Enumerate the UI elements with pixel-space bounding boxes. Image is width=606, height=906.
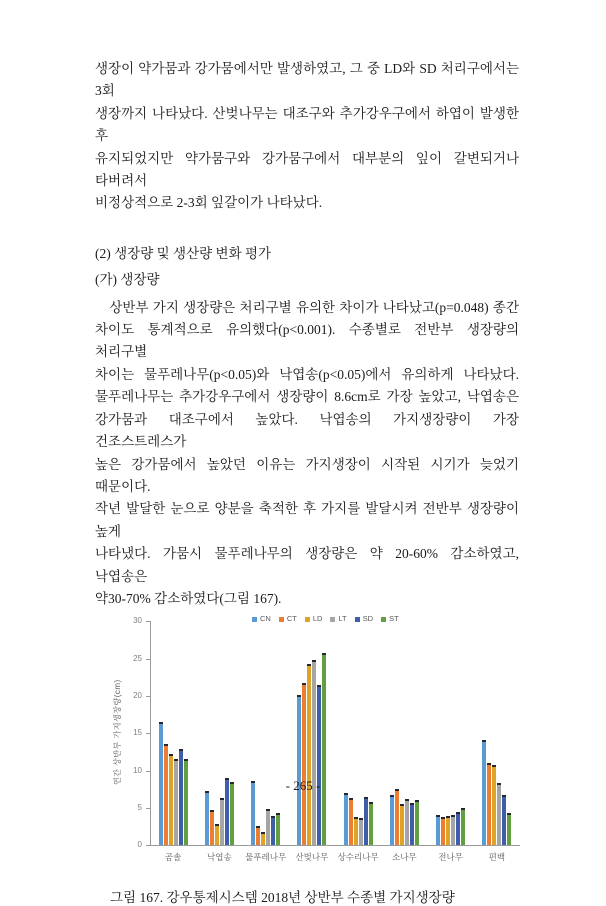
bar-sd-3 bbox=[317, 685, 321, 846]
x-category-label: 물푸레나무 bbox=[245, 852, 287, 863]
text-line: 차이는 물푸레나무(p<0.05)와 낙엽송(p<0.05)에서 유의하게 나타났다. bbox=[95, 366, 519, 382]
y-tick-label: 10 bbox=[133, 765, 142, 775]
x-category-label: 소나무 bbox=[392, 852, 417, 863]
text-line: 생장이 약가뭄과 강가뭄에서만 발생하였고, 그 중 LD와 SD 처리구에서는 3회 bbox=[95, 61, 519, 99]
bar-ld-0 bbox=[169, 754, 173, 845]
x-category-label: 편백 bbox=[488, 852, 506, 863]
bar-ld-2 bbox=[261, 832, 265, 845]
text-line: 강가뭄과 대조구에서 높았다. 낙엽송의 가지생장량이 가장 건조스트레스가 bbox=[95, 411, 519, 450]
bar-st-5 bbox=[415, 800, 419, 846]
text-line: 유지되었지만 약가뭄구와 강가뭄구에서 대부분의 잎이 갈변되거나 타버려서 bbox=[95, 150, 519, 189]
bar-ld-5 bbox=[400, 804, 404, 846]
figure-caption: 그림 167. 강우통제시스템 2018년 상반부 수종별 가지생장량 bbox=[110, 890, 455, 906]
x-category-label: 산벚나무 bbox=[295, 852, 329, 863]
y-tick-label: 30 bbox=[133, 616, 142, 626]
paragraph-growth-description bbox=[95, 58, 519, 215]
y-tick-label: 0 bbox=[137, 840, 142, 850]
bar-lt-3 bbox=[312, 660, 316, 845]
bar-lt-1 bbox=[220, 798, 224, 845]
x-category-label: 낙엽송 bbox=[207, 852, 232, 863]
page-content bbox=[95, 0, 519, 906]
bar-lt-2 bbox=[266, 809, 270, 846]
bar-ct-2 bbox=[256, 826, 260, 845]
bar-group-7 bbox=[474, 621, 520, 845]
bar-ld-3 bbox=[307, 664, 311, 845]
text-line: 물푸레나무는 추가강우구에서 생장량이 8.6cm로 가장 높았고, 낙엽송은 bbox=[95, 389, 519, 405]
bar-sd-5 bbox=[410, 803, 414, 846]
bar-st-7 bbox=[507, 813, 511, 846]
legend-label: LT bbox=[338, 614, 347, 624]
bar-st-6 bbox=[461, 808, 465, 845]
bar-st-3 bbox=[322, 653, 326, 845]
bar-group-5 bbox=[381, 621, 427, 845]
bar-ld-6 bbox=[446, 816, 450, 845]
y-tick-label: 25 bbox=[133, 653, 142, 663]
text-line: 나타냈다. 가뭄시 물푸레나무의 생장량은 약 20-60% 감소하였고, 낙엽송은 bbox=[95, 546, 519, 584]
y-tick-label: 5 bbox=[137, 803, 142, 812]
legend-label: ST bbox=[389, 614, 399, 624]
bar-cn-5 bbox=[390, 795, 394, 846]
text-line: 약30-70% 감소하였다(그림 167). bbox=[95, 590, 282, 606]
subsection-heading: (가) 생장량 bbox=[95, 272, 160, 288]
bar-lt-5 bbox=[405, 799, 409, 845]
legend-label: SD bbox=[362, 614, 374, 624]
bar-cn-3 bbox=[297, 695, 301, 845]
legend-label: CT bbox=[286, 614, 297, 624]
bar-ld-4 bbox=[354, 817, 358, 845]
bar-ct-6 bbox=[441, 817, 445, 845]
bar-st-0 bbox=[184, 759, 188, 846]
y-tick-label: 20 bbox=[133, 691, 142, 700]
y-axis-title: 연간 상반부 가지생장량(cm) bbox=[113, 679, 122, 786]
legend-label: LD bbox=[312, 614, 323, 624]
bar-sd-0 bbox=[179, 749, 183, 845]
paragraph-growth-analysis bbox=[95, 297, 519, 611]
bar-cn-4 bbox=[344, 793, 348, 845]
bar-ct-1 bbox=[210, 810, 214, 845]
bar-sd-7 bbox=[502, 795, 506, 846]
legend-label: CN bbox=[260, 614, 271, 624]
text-line: 상반부 가지 생장량은 처리구별 유의한 차이가 나타났고(p=0.048) 종간 bbox=[95, 299, 519, 315]
bar-lt-6 bbox=[451, 815, 455, 846]
bar-cn-1 bbox=[205, 791, 209, 846]
bar-group-1 bbox=[196, 621, 242, 845]
section-heading: (2) 생장량 및 생산량 변화 평가 bbox=[95, 245, 272, 261]
x-category-label: 곰솔 bbox=[164, 852, 182, 863]
bar-ct-7 bbox=[487, 763, 491, 845]
text-line: 비정상적으로 2-3회 잎갈이가 나타났다. bbox=[95, 195, 323, 211]
bar-sd-2 bbox=[271, 816, 275, 845]
bar-group-4 bbox=[335, 621, 381, 845]
bar-ct-4 bbox=[349, 798, 353, 846]
bar-chart-branch-growth bbox=[100, 613, 530, 873]
bar-lt-0 bbox=[174, 759, 178, 846]
bar-group-0 bbox=[150, 621, 196, 845]
bar-st-4 bbox=[369, 802, 373, 845]
x-category-label: 상수리나무 bbox=[337, 852, 379, 863]
bar-ct-3 bbox=[302, 683, 306, 845]
bar-ld-1 bbox=[215, 824, 219, 845]
bar-group-2 bbox=[243, 621, 289, 845]
bar-ct-5 bbox=[395, 789, 399, 846]
text-line: 생장까지 나타났다. 산벚나무는 대조구와 추가강우구에서 하엽이 발생한 후 bbox=[95, 105, 519, 144]
bar-cn-6 bbox=[436, 815, 440, 845]
x-axis-line bbox=[150, 845, 520, 846]
bar-sd-4 bbox=[364, 797, 368, 846]
text-line: 차이도 통계적으로 유의했다(p<0.001). 수종별로 전반부 생장량의 처리구별 bbox=[95, 322, 519, 360]
y-axis-tick bbox=[146, 845, 150, 846]
text-line: 높은 강가뭄에서 높았던 이유는 가지생장이 시작된 시기가 늦었기 때문이다. bbox=[95, 456, 519, 494]
page-number: - 265 - bbox=[285, 778, 321, 793]
bar-lt-4 bbox=[359, 818, 363, 845]
bar-group-6 bbox=[428, 621, 474, 845]
bar-ct-0 bbox=[164, 744, 168, 846]
bar-st-2 bbox=[276, 813, 280, 845]
y-tick-label: 15 bbox=[133, 728, 142, 738]
bar-ld-7 bbox=[492, 765, 496, 846]
bar-group-3 bbox=[289, 621, 335, 845]
x-category-label: 전나무 bbox=[438, 852, 463, 863]
bar-sd-6 bbox=[456, 812, 460, 846]
text-line: 작년 발달한 눈으로 양분을 축적한 후 가지를 발달시켜 전반부 생장량이 높게 bbox=[95, 501, 519, 539]
